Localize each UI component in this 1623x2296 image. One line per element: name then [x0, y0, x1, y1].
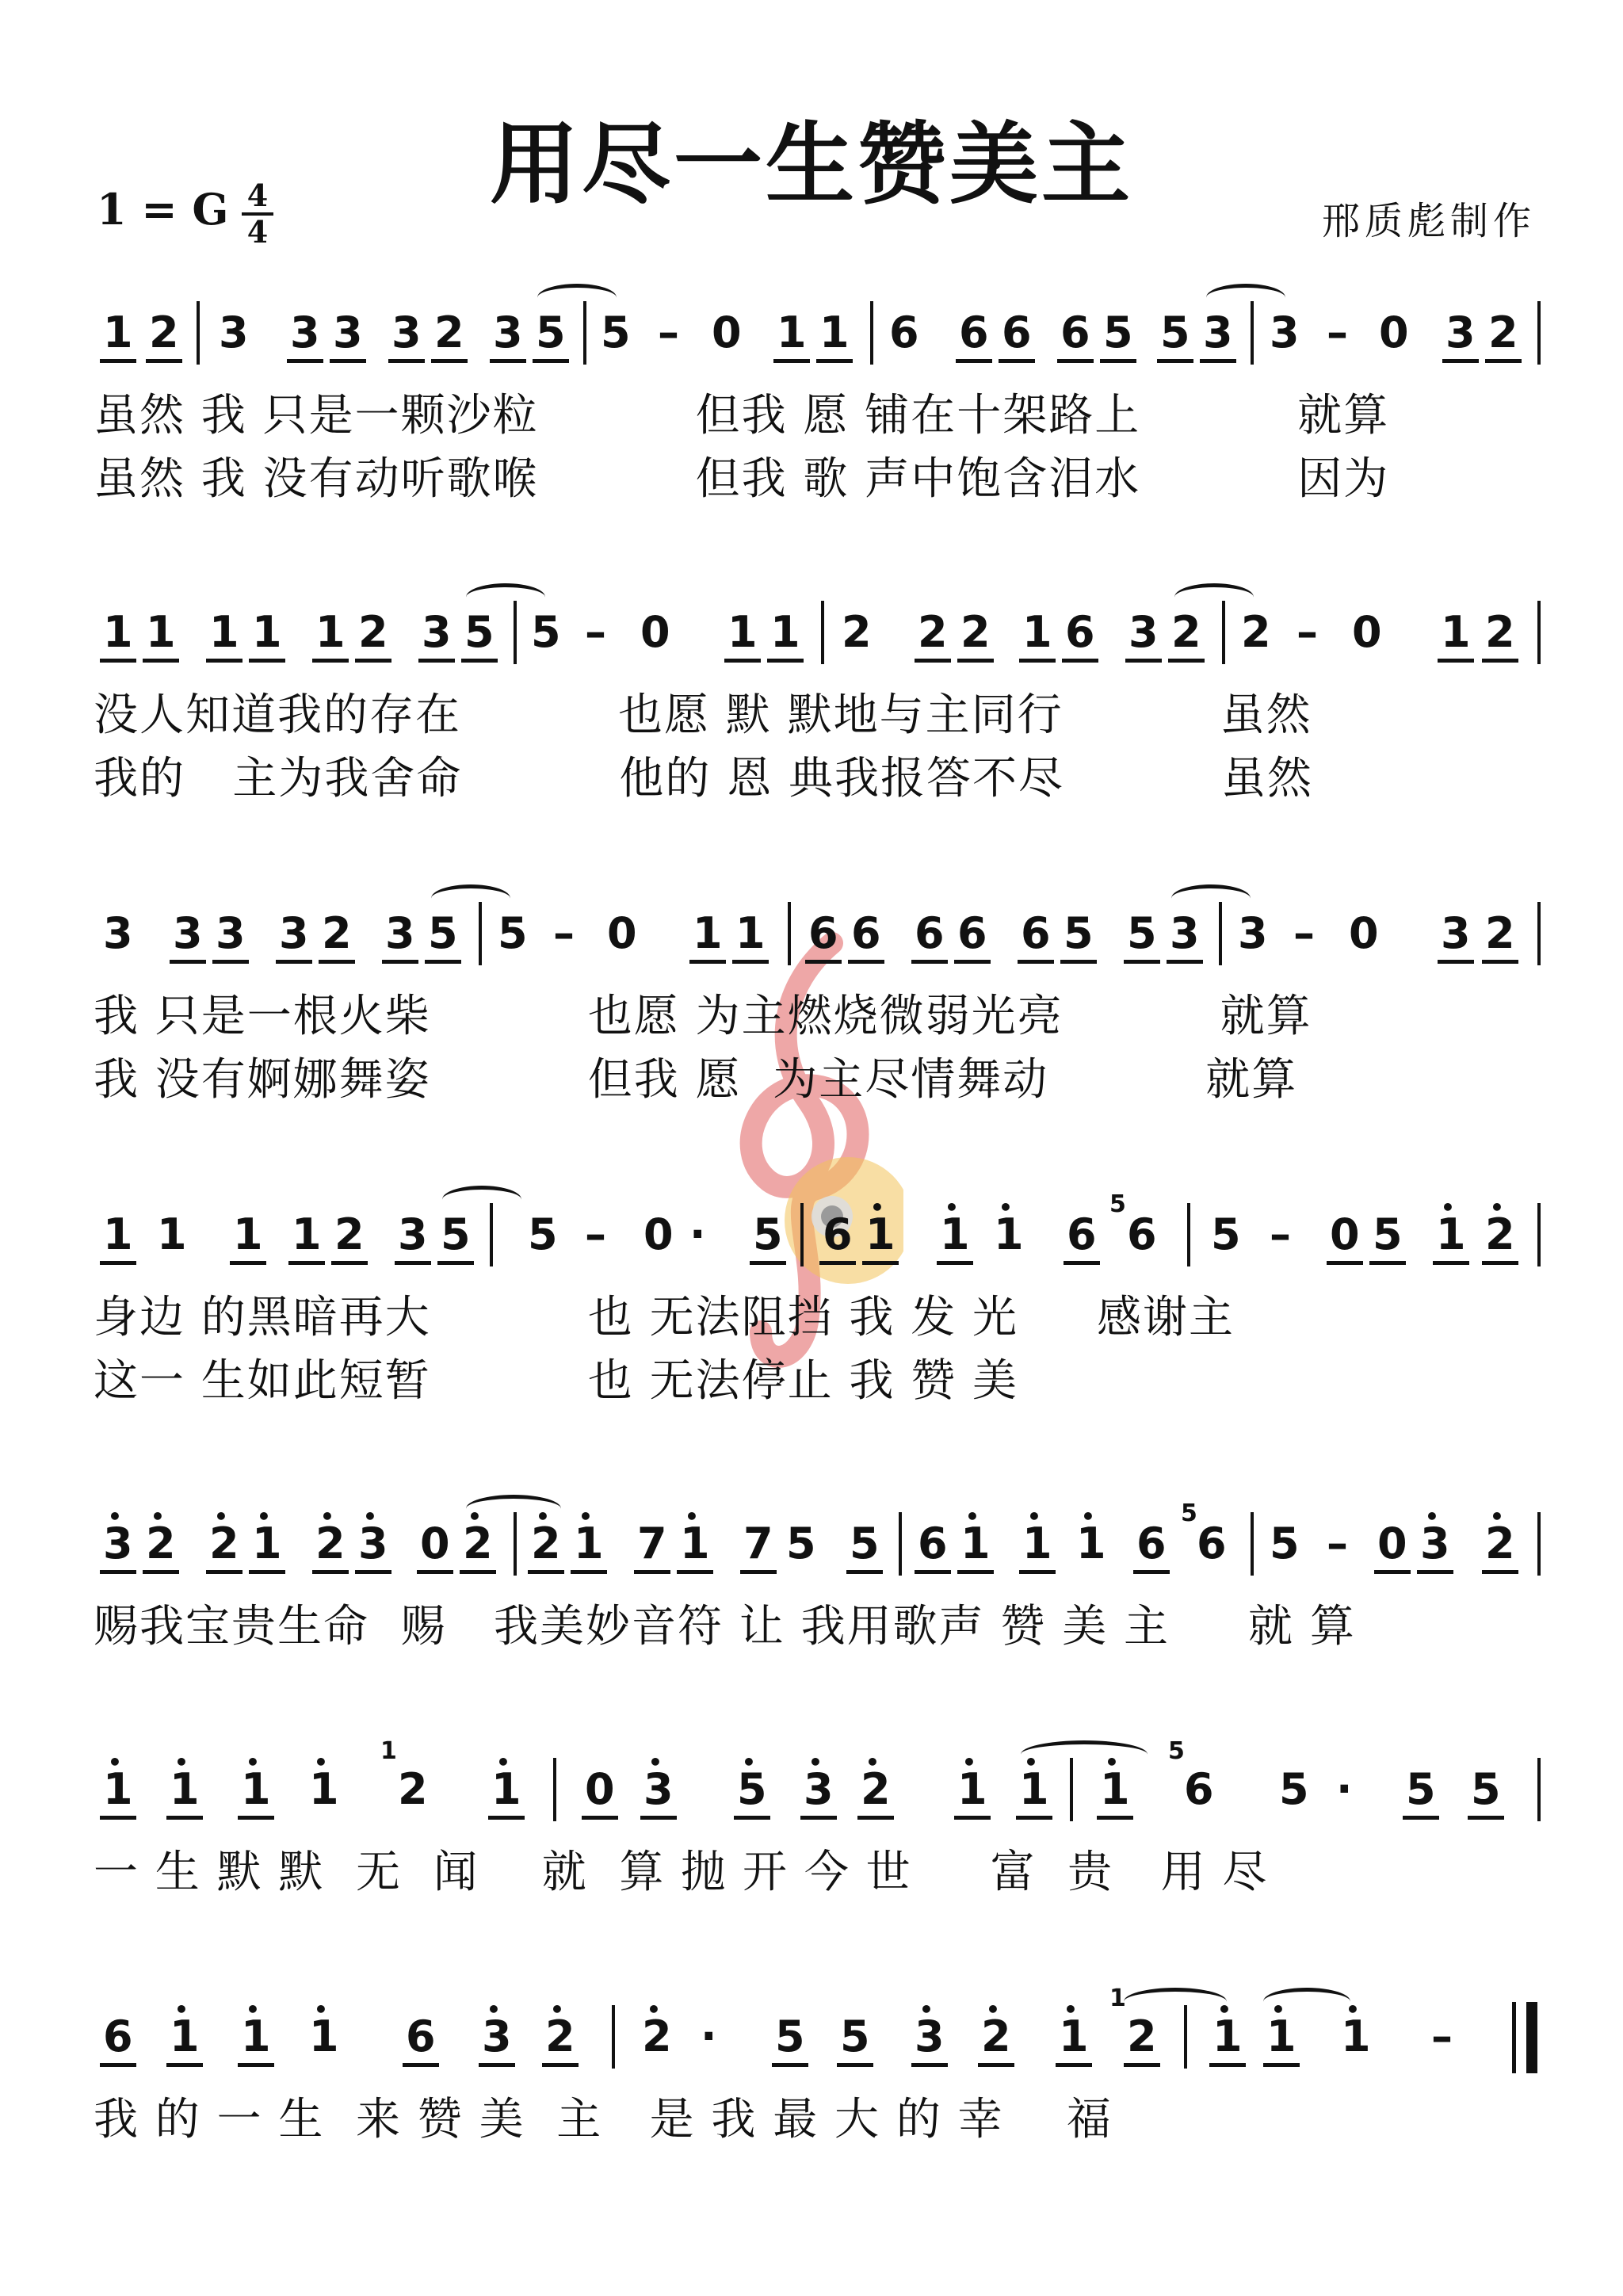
note: 3 — [333, 301, 363, 365]
note: 2 — [1485, 902, 1515, 965]
note: 0 — [1349, 908, 1379, 958]
note: 7 — [743, 1512, 773, 1576]
note: 2 — [918, 601, 948, 664]
lyric-line-3b: 我 没有婀娜舞姿 但我 愿 为主尽情舞动 就算 — [94, 1054, 1298, 1106]
note: – — [1296, 607, 1318, 657]
note: 3 — [385, 902, 415, 965]
note: 3 — [173, 902, 203, 965]
note: • 1 — [1076, 1512, 1106, 1576]
lyric-line-7a: 我 的 一 生 来 赞 美 主 是 我 最 大 的 幸 福 — [94, 2094, 1113, 2145]
note: 2 — [1241, 607, 1271, 657]
note: 6 — [103, 2005, 133, 2069]
barline — [1222, 601, 1225, 664]
note: 1 — [252, 601, 282, 664]
note: 1 — [727, 601, 758, 664]
note: • 1 — [241, 1758, 271, 1821]
note: 5 — [1127, 902, 1157, 965]
note: 6 — [1021, 902, 1051, 965]
note: 5 — [1279, 1764, 1309, 1814]
note: – — [553, 908, 575, 958]
note: • 1 — [1059, 2005, 1089, 2069]
note: 0 — [643, 1209, 674, 1259]
note: 7 — [637, 1512, 667, 1576]
slur-tie — [442, 1186, 521, 1213]
barline — [1537, 1203, 1541, 1266]
lyric-line-5a: 赐我宝贵生命 赐 我美妙音符 让 我用歌声 赞 美 主 就 算 — [94, 1601, 1356, 1652]
note: 0 — [640, 607, 670, 657]
barline — [1070, 1758, 1073, 1821]
barline — [1219, 902, 1222, 965]
note: 6 — [959, 301, 989, 365]
note: 6 — [1197, 1519, 1227, 1568]
note: • 1 — [1019, 1758, 1049, 1821]
note: • 2 — [531, 1512, 561, 1576]
note: • 1 — [865, 1203, 896, 1266]
note: 5 — [1064, 902, 1094, 965]
note: 1 — [292, 1203, 322, 1266]
barline — [197, 301, 200, 365]
note: • 1 — [309, 2005, 339, 2069]
barline — [514, 1512, 517, 1576]
note: • 3 — [1420, 1512, 1450, 1576]
note: 3 — [216, 902, 246, 965]
note: 3 — [1445, 301, 1476, 365]
note: 0 — [1379, 308, 1409, 357]
barline — [788, 902, 791, 965]
note: 6 — [957, 902, 987, 965]
time-bottom: 4 — [246, 214, 269, 250]
note: 6 — [1184, 1764, 1214, 1814]
note: 6 — [1127, 1209, 1157, 1259]
note: 5 — [428, 902, 458, 965]
note: • 3 — [482, 2005, 512, 2069]
barline — [1184, 2005, 1187, 2069]
note: 5 — [850, 1512, 880, 1576]
note: • 1 — [491, 1758, 521, 1821]
time-signature — [238, 178, 277, 250]
note: 1 — [315, 601, 346, 664]
barline — [1537, 601, 1541, 664]
note: • 2 — [1485, 1512, 1515, 1576]
note: 6 — [406, 2005, 436, 2069]
note: 0 — [712, 308, 742, 357]
note: 6 — [918, 1512, 948, 1576]
note: 6 — [1067, 1203, 1097, 1266]
note: • 1 — [309, 1758, 339, 1821]
note: 2 — [1488, 301, 1518, 365]
note: 6 — [823, 1203, 853, 1266]
note: 1 — [735, 902, 766, 965]
note: • 2 — [146, 1512, 176, 1576]
note: 3 — [290, 301, 320, 365]
note: 5 — [528, 1209, 558, 1259]
note: – — [1327, 1519, 1348, 1568]
note: • 5 — [737, 1758, 767, 1821]
note: • 1 — [170, 2005, 200, 2069]
note: 3 — [493, 301, 523, 365]
barline — [1537, 301, 1541, 365]
grace-note: 5 — [1109, 1190, 1126, 1218]
note: • 1 — [241, 2005, 271, 2069]
note: 6 — [851, 902, 881, 965]
note: 2 — [322, 902, 352, 965]
note: 0 — [585, 1758, 615, 1821]
lyric-line-1b: 虽然 我 没有动听歌喉 但我 歌 声中饱含泪水 因为 — [94, 453, 1390, 505]
note: 3 — [103, 908, 133, 958]
note: 5 — [464, 601, 495, 664]
note: • 3 — [643, 1758, 674, 1821]
note: 1 — [146, 601, 176, 664]
note: 1 — [103, 301, 133, 365]
note: • 2 — [981, 2005, 1011, 2069]
barline — [800, 1203, 804, 1266]
note: 5 — [601, 308, 631, 357]
note: 3 — [1203, 301, 1233, 365]
barline — [490, 1203, 493, 1266]
note: 1 — [1022, 601, 1052, 664]
note: 2 — [358, 601, 388, 664]
lyric-line-1a: 虽然 我 只是一颗沙粒 但我 愿 铺在十架路上 就算 — [94, 390, 1390, 441]
barline — [1251, 1512, 1254, 1576]
note: 3 — [391, 301, 422, 365]
final-barline — [1512, 2002, 1516, 2073]
note: 2 — [1485, 601, 1515, 664]
note: • 1 — [574, 1512, 604, 1576]
note: 1 — [777, 301, 807, 365]
note: 6 — [889, 308, 919, 357]
lyric-line-2a: 没人知道我的存在 也愿 默 默地与主同行 虽然 — [94, 690, 1312, 741]
barline — [1537, 1758, 1541, 1821]
note: 3 — [1441, 902, 1471, 965]
lyric-line-2b: 我的 主为我舍命 他的 恩 典我报答不尽 虽然 — [94, 753, 1314, 804]
note: 2 — [149, 301, 179, 365]
note: 5 — [1406, 1758, 1436, 1821]
note: • 1 — [1341, 2005, 1371, 2069]
note: 5 — [1373, 1203, 1403, 1266]
final-barline — [1526, 2002, 1537, 2073]
slur-tie — [1263, 1988, 1350, 2015]
lyric-line-4a: 身边 的黑暗再大 也 无法阻挡 我 发 光 感谢主 — [94, 1292, 1235, 1343]
note: 6 — [808, 902, 838, 965]
grace-note: 5 — [1181, 1499, 1197, 1527]
note: • 2 — [861, 1758, 891, 1821]
note: 5 — [1211, 1209, 1241, 1259]
note: 0 — [607, 908, 637, 958]
barline — [1251, 301, 1254, 365]
note: • 3 — [915, 2005, 945, 2069]
note: – — [1327, 308, 1348, 357]
note: 1 — [1441, 601, 1471, 664]
note: • 1 — [1022, 1512, 1052, 1576]
note: 5 — [498, 908, 528, 958]
note: 5 — [441, 1203, 471, 1266]
note: 5 — [840, 2005, 870, 2069]
note: – — [1431, 2011, 1453, 2061]
note: 5 — [753, 1203, 783, 1266]
lyric-line-4b: 这一 生如此短暂 也 无法停止 我 赞 美 — [94, 1355, 1019, 1407]
note: 5 — [1103, 301, 1133, 365]
note: • 3 — [358, 1512, 388, 1576]
note: • 2 — [209, 1512, 239, 1576]
note: 1 — [209, 601, 239, 664]
note: 3 — [1170, 902, 1200, 965]
note: 1 — [770, 601, 800, 664]
note: 2 — [960, 601, 991, 664]
note: 5 — [1270, 1519, 1300, 1568]
barline — [870, 301, 873, 365]
note: 3 — [279, 902, 309, 965]
note: 5 — [536, 301, 566, 365]
note: 0 — [420, 1512, 450, 1576]
note: 1 — [103, 601, 133, 664]
note: • 2 — [642, 2005, 672, 2069]
note: – — [585, 607, 606, 657]
lyric-line-3a: 我 只是一根火柴 也愿 为主燃烧微弱光亮 就算 — [94, 991, 1312, 1042]
note: – — [1293, 908, 1315, 958]
note: 2 — [434, 301, 464, 365]
note: 3 — [1128, 601, 1159, 664]
note: – — [585, 1209, 606, 1259]
note: • 1 — [957, 1758, 987, 1821]
note: 2 — [1171, 601, 1201, 664]
note: 2 — [842, 607, 872, 657]
note: 0 — [1377, 1512, 1407, 1576]
note: • 1 — [170, 1758, 200, 1821]
note: 2 — [398, 1764, 428, 1814]
time-top: 4 — [246, 178, 269, 213]
note: 3 — [1270, 308, 1300, 357]
note: 5 — [775, 2005, 805, 2069]
note: 5 — [786, 1519, 816, 1568]
note: 0 — [1352, 607, 1382, 657]
key-signature: 1 = G — [97, 184, 229, 235]
note: • 3 — [804, 1758, 834, 1821]
barline — [612, 2005, 615, 2069]
note: 6 — [1136, 1512, 1167, 1576]
barline — [553, 1758, 556, 1821]
note: • 1 — [1436, 1203, 1466, 1266]
note: • 1 — [960, 1512, 991, 1576]
note: • 2 — [545, 2005, 575, 2069]
song-title: 用尽一生赞美主 — [490, 113, 1133, 216]
lyric-line-6a: 一 生 默 默 无 闻 就 算 抛 开 今 世 富 贵 用 尽 — [94, 1847, 1269, 1898]
note: • 1 — [1212, 2005, 1243, 2069]
note: · — [701, 2011, 717, 2061]
note: · — [1336, 1764, 1353, 1814]
note: • 2 — [1485, 1203, 1515, 1266]
note: • 1 — [680, 1512, 710, 1576]
note: 2 — [334, 1203, 365, 1266]
note: 3 — [398, 1203, 428, 1266]
barline — [899, 1512, 902, 1576]
note: 1 — [233, 1203, 263, 1266]
note: 6 — [915, 902, 945, 965]
note: 5 — [1160, 301, 1190, 365]
note: 5 — [1471, 1758, 1501, 1821]
barline — [1187, 1203, 1190, 1266]
note: – — [1270, 1209, 1291, 1259]
note: – — [658, 308, 679, 357]
note: 3 — [1238, 908, 1268, 958]
note: • 2 — [315, 1512, 346, 1576]
barline — [821, 601, 824, 664]
note: 0 — [1330, 1203, 1360, 1266]
grace-note: 1 — [380, 1737, 397, 1765]
note: • 1 — [1266, 2005, 1296, 2069]
note: • 3 — [103, 1512, 133, 1576]
note: • 1 — [1100, 1758, 1130, 1821]
note: 2 — [1127, 2005, 1157, 2069]
note: 1 — [693, 902, 723, 965]
note: 6 — [1060, 301, 1090, 365]
note: 3 — [219, 308, 249, 357]
note: • 2 — [463, 1512, 493, 1576]
note: 3 — [422, 601, 452, 664]
note: • 1 — [103, 1758, 133, 1821]
barline — [514, 601, 517, 664]
note: 5 — [531, 607, 561, 657]
note: · — [689, 1209, 706, 1259]
note: 1 — [157, 1209, 187, 1259]
barline — [479, 902, 482, 965]
note: 1 — [819, 301, 850, 365]
note: 6 — [1002, 301, 1032, 365]
grace-note: 1 — [1109, 1985, 1126, 2012]
note: 1 — [103, 1203, 133, 1266]
barline — [1537, 1512, 1541, 1576]
barline — [1537, 902, 1541, 965]
slur-tie — [1124, 1988, 1227, 2015]
grace-note: 5 — [1168, 1737, 1185, 1765]
note: 6 — [1065, 601, 1095, 664]
author-credit: 邢质彪制作 — [1321, 199, 1536, 243]
note: • 1 — [994, 1203, 1024, 1266]
note: • 1 — [940, 1203, 970, 1266]
note: • 1 — [252, 1512, 282, 1576]
